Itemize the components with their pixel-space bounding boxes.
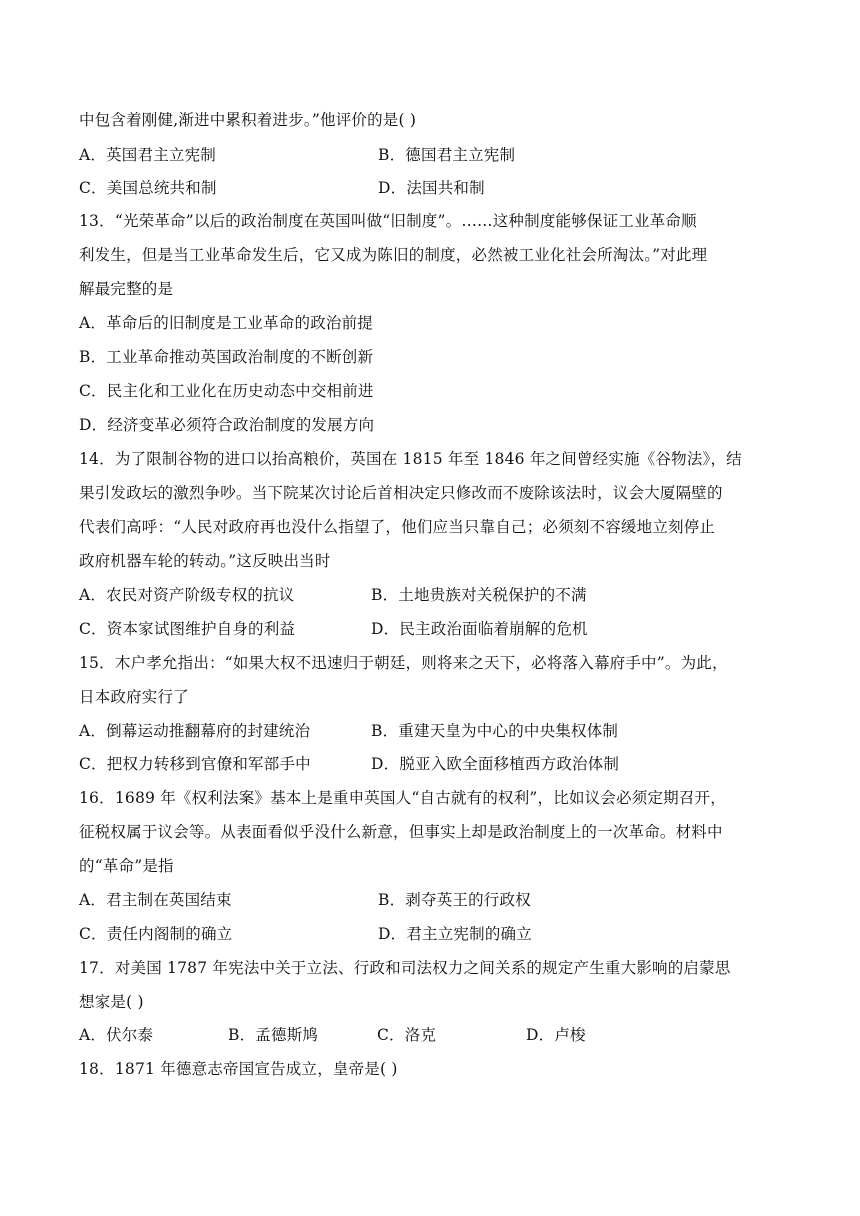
q12-stem-line: 中包含着刚健,渐进中累积着进步。”他评价的是( ) <box>79 111 417 129</box>
q15-option-b: B．重建天皇为中心的中央集权体制 <box>371 722 619 740</box>
q13-stem-line: 13．“光荣革命”以后的政治制度在英国叫做“旧制度”。……这种制度能够保证工业革命顺 <box>79 212 697 230</box>
q14-option-a: A．农民对资产阶级专权的抗议 <box>79 586 295 604</box>
q14-option-c: C．资本家试图维护自身的利益 <box>79 620 296 638</box>
q16-stem-line: 16．1689 年《权利法案》基本上是重申英国人“自古就有的权利”，比如议会必须定期召开， <box>79 789 726 807</box>
q18-stem-line: 18．1871 年德意志帝国宣告成立，皇帝是( ) <box>79 1060 398 1078</box>
q16-option-b: B．剥夺英王的行政权 <box>378 891 531 909</box>
q15-stem-line: 15．木户孝允指出：“如果大权不迅速归于朝廷，则将来之天下，必将落入幕府手中”。为此， <box>79 654 728 672</box>
q15-option-c: C．把权力转移到官僚和军部手中 <box>79 755 311 773</box>
q14-option-b: B．土地贵族对关税保护的不满 <box>371 586 587 604</box>
q12-option-a: A．英国君主立宪制 <box>79 146 216 164</box>
q13-option-c: C．民主化和工业化在历史动态中交相前进 <box>79 382 374 400</box>
q13-stem-line: 解最完整的是 <box>79 280 174 298</box>
q16-stem-line: 征税权属于议会等。从表面看似乎没什么新意，但事实上却是政治制度上的一次革命。材料中 <box>79 823 723 841</box>
q13-stem-line: 利发生，但是当工业革命发生后，它又成为陈旧的制度，必然被工业化社会所淘汰。”对此理 <box>79 246 708 264</box>
q14-stem-line: 代表们高呼：“人民对政府再也没什么指望了，他们应当只靠自己；必须刻不容缓地立刻停止 <box>79 518 716 536</box>
q13-option-b: B．工业革命推动英国政治制度的不断创新 <box>79 348 374 366</box>
q14-stem-line: 果引发政坛的激烈争吵。当下院某次讨论后首相决定只修改而不废除该法时，议会大厦隔壁的 <box>79 484 723 502</box>
q16-option-d: D．君主立宪制的确立 <box>378 925 532 943</box>
q12-option-b: B．德国君主立宪制 <box>378 146 516 164</box>
q13-option-d: D．经济变革必须符合政治制度的发展方向 <box>79 416 375 434</box>
q15-stem-line: 日本政府实行了 <box>79 688 189 706</box>
q14-stem-line: 政府机器车轮的转动。”这反映出当时 <box>79 552 331 570</box>
q16-option-a: A．君主制在英国结束 <box>79 891 232 909</box>
q17-option-d: D．卢梭 <box>526 1026 586 1044</box>
q15-option-a: A．倒幕运动推翻幕府的封建统治 <box>79 722 311 740</box>
q13-option-a: A．革命后的旧制度是工业革命的政治前提 <box>79 314 373 332</box>
q17-option-a: A．伏尔泰 <box>79 1026 154 1044</box>
q17-option-b: B．孟德斯鸠 <box>228 1026 319 1044</box>
q14-stem-line: 14．为了限制谷物的进口以抬高粮价，英国在 1815 年至 1846 年之间曾经实施《谷物法》，结 <box>79 450 742 468</box>
q16-stem-line: 的“革命”是指 <box>79 857 174 875</box>
q15-option-d: D．脱亚入欧全面移植西方政治体制 <box>371 755 620 773</box>
q17-stem-line: 17．对美国 1787 年宪法中关于立法、行政和司法权力之间关系的规定产生重大影响的启蒙思 <box>79 959 731 977</box>
q17-option-c: C．洛克 <box>377 1026 437 1044</box>
q17-stem-line: 想家是( ) <box>79 993 144 1011</box>
q14-option-d: D．民主政治面临着崩解的危机 <box>371 620 588 638</box>
q12-option-c: C．美国总统共和制 <box>79 179 217 197</box>
q12-option-d: D．法国共和制 <box>378 179 485 197</box>
q16-option-c: C．责任内阁制的确立 <box>79 925 233 943</box>
